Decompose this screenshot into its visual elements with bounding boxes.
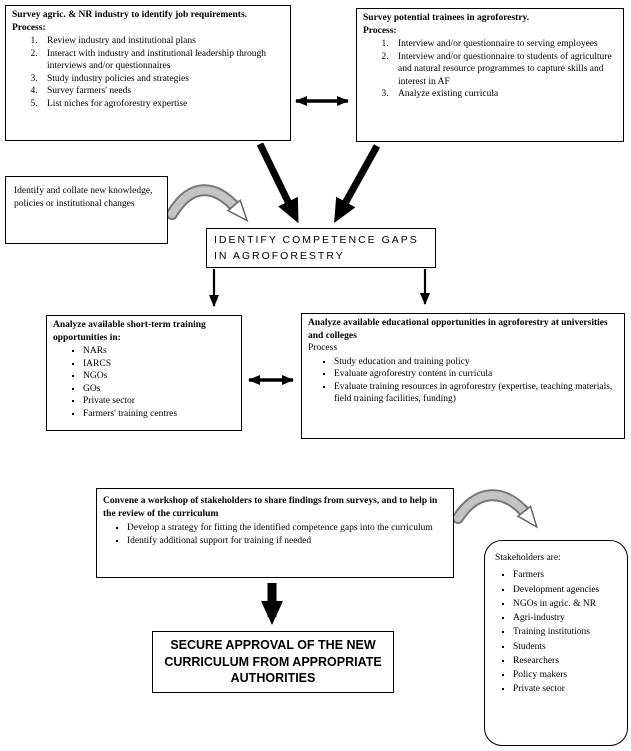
list-item: ▪ Students [513,640,623,654]
educational-title: Analyze available educational opportunities in agroforestry at universities and colleges [308,318,608,341]
list-item: 3. Analyze existing curricula [391,88,617,101]
survey-trainees-title: Survey potential trainees in agroforestry. [363,13,530,23]
list-item: 2. Interview and/or questionnaire to students of agriculture and natural resource programmes to capture skills and interest in AF [391,51,617,89]
list-item: ▪ Study education and training policy [334,356,618,369]
list-item: ▪ Farmers [513,568,623,582]
list-item: ▪ Private sector [513,682,623,696]
box-competence-gaps [206,228,436,268]
list-item: ▪ GOs [83,383,235,396]
educational-list [308,356,618,406]
box-new-knowledge [5,176,168,244]
new-knowledge-text: Identify and collate new knowledge, policies or institutional changes [14,186,153,209]
workshop-title: Convene a workshop of stakeholders to share findings from surveys, and to help in the review of the curriculum [103,496,438,519]
list-item: 5. List niches for agroforestry expertise [40,98,284,111]
secure-approval-text: SECURE APPROVAL OF THE NEW CURRICULUM FROM APPROPRIATE AUTHORITIES [164,637,382,686]
list-item: ▪ Researchers [513,654,623,668]
list-item: ▪ Evaluate training resources in agroforestry (expertise, teaching materials, field training facilities, funding) [334,381,618,406]
list-item: ▪ Develop a strategy for fitting the identified competence gaps into the curriculum [127,522,447,535]
box-workshop [96,488,454,578]
competence-gaps-text: IDENTIFY COMPETENCE GAPS IN AGROFORESTRY [214,234,419,262]
curved-arrow-workshop-to-stakeholders [458,495,528,518]
stakeholders-title: Stakeholders are: [495,553,561,563]
list-item: ▪ Training institutions [513,625,623,639]
list-item: ▪ Policy makers [513,668,623,682]
list-item: 1. Review industry and institutional plans [40,35,284,48]
box-survey-trainees [356,8,624,142]
educational-process-label: Process [308,343,338,354]
list-item: ▪ Identify additional support for training if needed [127,535,447,548]
list-item: 3. Study industry policies and strategies [40,73,284,86]
arrow-industry-to-gaps [260,144,295,216]
list-item: ▪ Agri-industry [513,611,623,625]
box-secure-approval [152,631,394,693]
survey-trainees-list [363,38,617,101]
workshop-list [103,522,447,547]
list-item: ▪ NGOs [83,370,235,383]
box-short-term [46,315,242,431]
short-term-list [53,345,235,420]
list-item: 2. Interact with industry and institutional leadership through interviews and/or questionnaires [40,48,284,73]
survey-trainees-process-label: Process: [363,25,397,36]
list-item: ▪ Private sector [83,395,235,408]
list-item: ▪ Development agencies [513,583,623,597]
survey-industry-title: Survey agric. & NR industry to identify job requirements. [12,10,248,20]
list-item: ▪ Farmers' training centres [83,408,235,421]
list-item: ▪ NARs [83,345,235,358]
list-item: 4. Survey farmers' needs [40,85,284,98]
survey-industry-list [12,35,284,110]
stakeholders-list [495,568,623,696]
box-survey-industry [5,5,291,141]
arrow-trainees-to-gaps [338,146,377,216]
list-item: ▪ NGOs in agric. & NR [513,597,623,611]
box-educational [301,313,625,439]
list-item: 1. Interview and/or questionnaire to serving employees [391,38,617,51]
curved-arrow-knowledge-to-gaps [172,190,238,214]
short-term-title: Analyze available short-term training opportunities in: [53,320,206,343]
list-item: ▪ IARCS [83,358,235,371]
survey-industry-process-label: Process: [12,22,46,33]
list-item: ▪ Evaluate agroforestry content in curricula [334,368,618,381]
box-stakeholders [484,540,628,746]
